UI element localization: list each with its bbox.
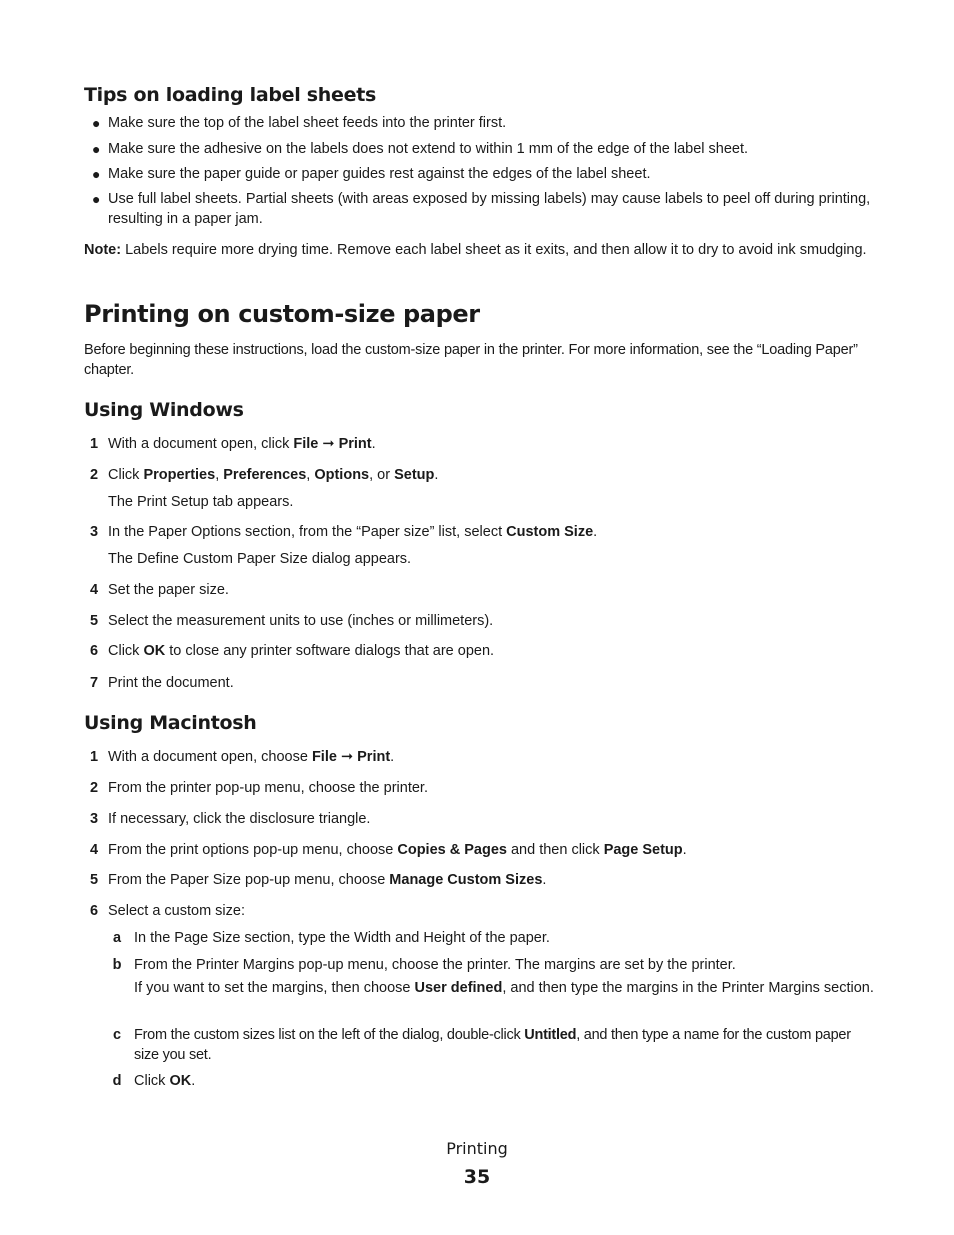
windows-heading: Using Windows <box>84 399 244 421</box>
bullet-icon: ● <box>92 115 101 131</box>
bullet-icon: ● <box>92 141 101 157</box>
footer-section-title: Printing <box>446 1139 508 1158</box>
intro-paragraph: Before beginning these instructions, load the custom-size paper in the printer. For more information, see the “Loading Paper” chapter. <box>84 342 858 378</box>
page-number: 35 <box>463 1166 491 1188</box>
section-title: Printing on custom-size paper <box>84 300 480 328</box>
tips-heading: Tips on loading label sheets <box>84 84 376 106</box>
arrow-icon: ➞ <box>318 436 339 452</box>
bullet-icon: ● <box>92 191 101 207</box>
bullet-icon: ● <box>92 166 101 182</box>
note-label: Note: <box>84 242 122 258</box>
macintosh-heading: Using Macintosh <box>84 712 257 734</box>
arrow-icon: ➞ <box>336 749 358 765</box>
note-paragraph: Note: Labels require more drying time. Remove each label sheet as it exits, and then allow it to dry to avoid ink smudging. <box>84 242 867 258</box>
